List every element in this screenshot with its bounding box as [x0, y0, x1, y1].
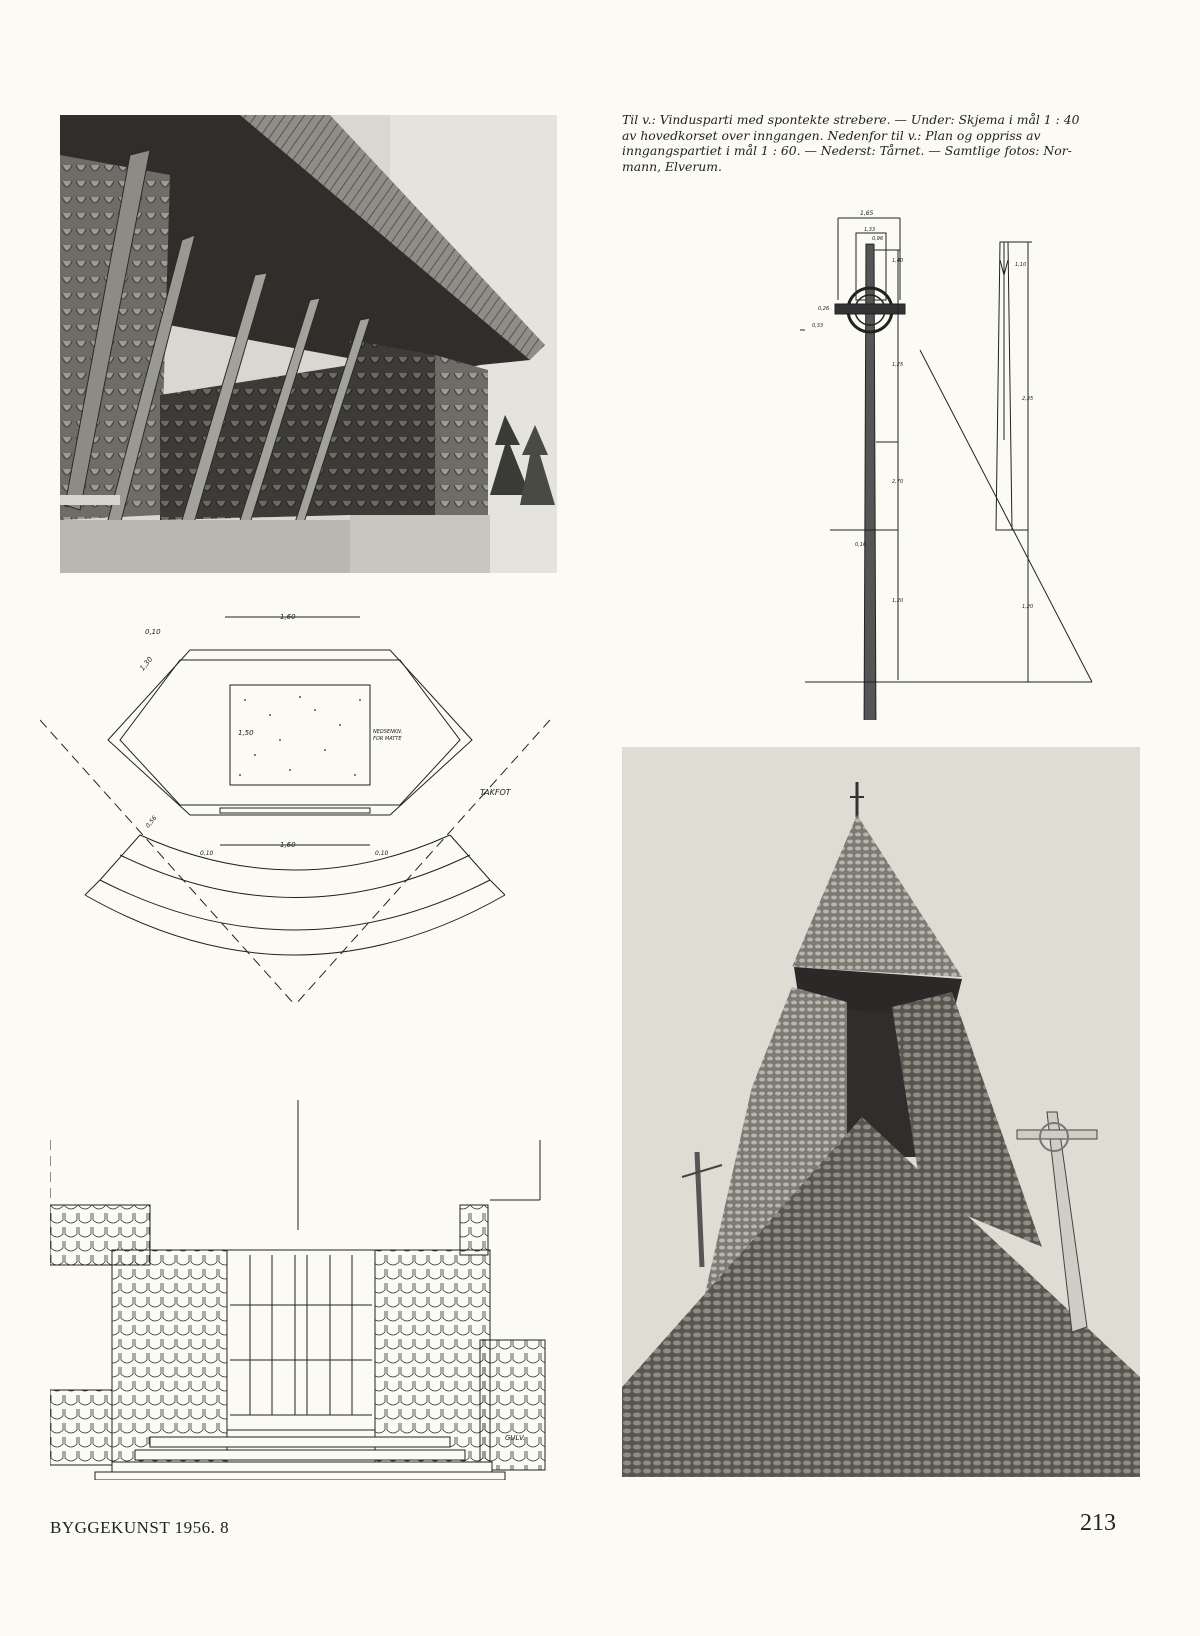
caption-line-3: inngangspartiet i mål 1 : 60. — Nederst: Tårnet. — Samtlige fotos: Nor- — [622, 143, 1072, 158]
cross-dim-inner-width: 1,33 — [864, 227, 876, 233]
plan-side-length: 1,30 — [138, 655, 155, 673]
cross-dim-ground-right: 1,20 — [1022, 604, 1034, 610]
plan-mat-label-1: NEDSENKN. — [373, 729, 403, 735]
cross-dim-top-width: 1,65 — [860, 210, 874, 217]
publication-footer: BYGGEKUNST 1956. 8 — [50, 1518, 230, 1537]
cross-dim-middle-height: 1,25 — [892, 362, 904, 368]
caption-line-2: av hovedkorset over inngangen. Nedenfor til v.: Plan og oppriss av — [622, 127, 1041, 143]
figure-caption — [622, 112, 1134, 174]
entrance-plan-drawing — [40, 605, 570, 1055]
cross-dim-ground-left: 1,20 — [892, 598, 904, 604]
cross-dim-ridge: 0,33 — [812, 323, 824, 329]
tower-photo-illustration — [622, 747, 1140, 1477]
plan-right-offset: 0,10 — [375, 850, 389, 857]
window-photo-illustration — [60, 115, 557, 573]
plan-wall-offset: 0,10 — [145, 628, 161, 636]
caption-line-4: mann, Elverum. — [622, 158, 722, 174]
cross-dim-lower-height: 2,70 — [892, 479, 904, 485]
plan-mat-height: 1,50 — [238, 729, 254, 737]
cross-schematic-drawing — [800, 200, 1150, 720]
entrance-elevation-drawing — [50, 1100, 550, 1480]
window-section-photo — [60, 115, 557, 573]
plan-door-width-top: 1,60 — [280, 613, 296, 621]
plan-mat-label-2: FOR MATTE — [373, 736, 402, 742]
plan-door-width-bottom: 1,60 — [280, 841, 296, 849]
tower-photo — [622, 747, 1140, 1477]
plan-step-offset: 0,56 — [144, 814, 159, 830]
cross-dim-side-top: 1,10 — [1015, 262, 1027, 268]
plan-left-offset: 0,10 — [200, 850, 214, 857]
cross-dim-base-width: 0,16 — [855, 542, 867, 548]
cross-dim-shaft-top: 0,96 — [872, 236, 884, 242]
cross-dim-arm: 0,26 — [818, 306, 830, 312]
cross-dim-upper-height: 1,40 — [892, 258, 904, 264]
page-number: 213 — [1080, 1510, 1116, 1536]
cross-dim-side-height: 2,35 — [1022, 396, 1034, 402]
elevation-floor-label: GULV. — [505, 1434, 526, 1442]
plan-eave-label: TAKFOT — [480, 788, 511, 797]
caption-line-1: Til v.: Vindusparti med spontekte strebere. — Under: Skjema i mål 1 : 40 — [622, 112, 1080, 127]
